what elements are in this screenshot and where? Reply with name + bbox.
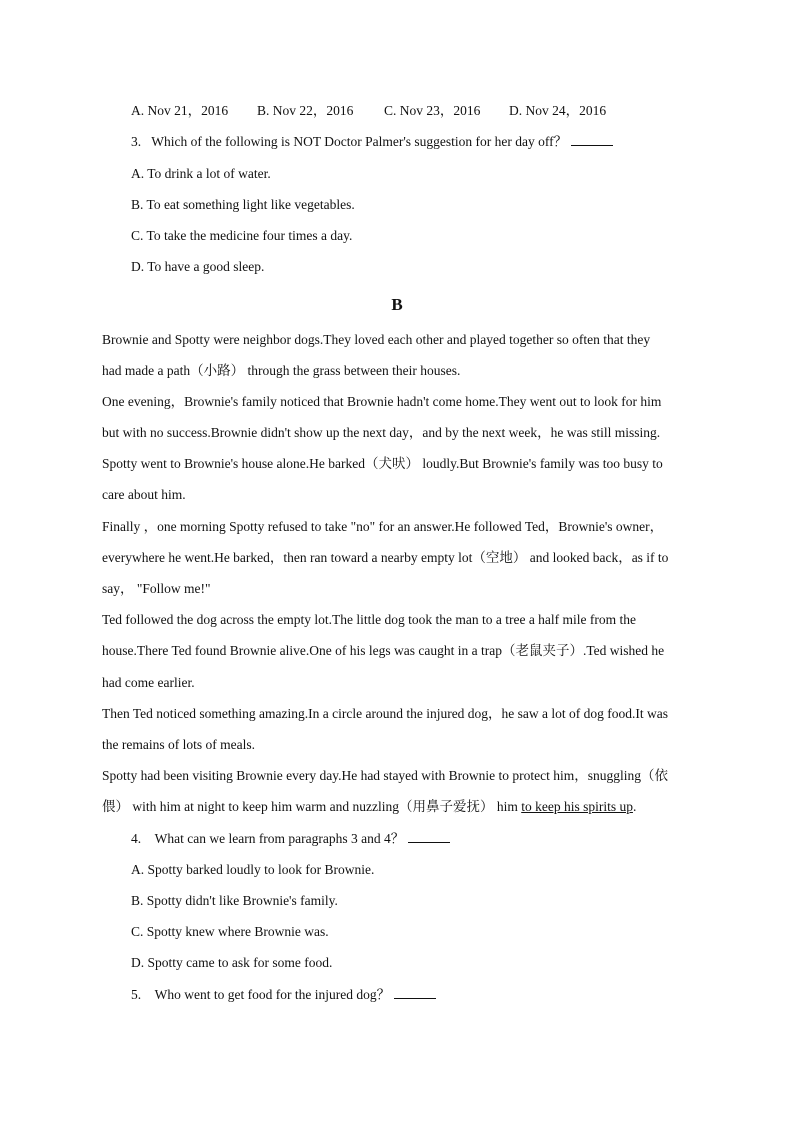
passage-line: Spotty went to Brownie's house alone.He barked（犬吠） loudly.But Brownie's family was too busy to [102,456,663,471]
passage-line: had come earlier. [102,675,195,690]
q4-stem [131,830,450,848]
q3-option-c: C. To take the medicine four times a day. [131,228,353,243]
passage-line: Spotty had been visiting Brownie every day.He had stayed with Brownie to protect him，snuggling（依 [102,768,669,783]
passage-line: Brownie and Spotty were neighbor dogs.They loved each other and played together so often that they [102,332,651,347]
q5-number: 5. [131,987,142,1002]
q3-stem-text: Which of the following is NOT Doctor Palmer's suggestion for her day off？ [151,134,568,149]
underlined-phrase: to keep his spirits up [521,799,633,814]
passage-line: had made a path（小路） through the grass between their houses. [102,363,461,378]
passage-last-pre: 偎） with him at night to keep him warm and nuzzling（用鼻子爱抚） him [102,799,522,814]
passage-line: Then Ted noticed something amazing.In a circle around the injured dog，he saw a lot of dog food.It was [102,706,669,721]
q4-stem-text: What can we learn from paragraphs 3 and 4？ [154,831,405,846]
passage-line: but with no success.Brownie didn't show up the next day，and by the next week，he was still missing. [102,425,661,440]
q2-options-row [131,102,606,120]
q2-option-d: D. Nov 24，2016 [509,103,607,118]
q4-option-a: A. Spotty barked loudly to look for Brownie. [131,862,375,877]
q5-stem-text: Who went to get food for the injured dog？ [154,987,391,1002]
q4-option-d: D. Spotty came to ask for some food. [131,955,333,970]
passage-line: care about him. [102,487,186,502]
passage-line: house.There Ted found Brownie alive.One of his legs was caught in a trap（老鼠夹子）.Ted wished he [102,643,665,658]
passage-line: Finally ，one morning Spotty refused to take "no" for an answer.He followed Ted，Brownie's owner， [102,519,664,534]
q4-option-c: C. Spotty knew where Brownie was. [131,924,329,939]
q2-option-c: C. Nov 23，2016 [384,103,481,118]
q5-stem [131,986,436,1004]
passage-line: One evening，Brownie's family noticed that Brownie hadn't come home.They went out to look for him [102,394,662,409]
q4-option-b: B. Spotty didn't like Brownie's family. [131,893,338,908]
q3-option-b: B. To eat something light like vegetables. [131,197,355,212]
passage-last-post: . [632,799,637,814]
q4-number: 4. [131,831,142,846]
answer-blank [571,133,613,146]
answer-blank [394,986,436,999]
passage-line: Ted followed the dog across the empty lot.The little dog took the man to a tree a half mile from the [102,612,637,627]
passage-last-line [102,798,636,816]
passage-line: everywhere he went.He barked，then ran toward a nearby empty lot（空地） and looked back，as if to [102,550,669,565]
q2-option-a: A. Nov 21，2016 [131,103,229,118]
section-title: B [391,295,403,314]
q3-stem [131,133,613,151]
q3-option-d: D. To have a good sleep. [131,259,265,274]
q3-number: 3. [131,134,142,149]
q2-option-b: B. Nov 22，2016 [257,103,354,118]
passage-line: the remains of lots of meals. [102,737,255,752]
answer-blank [408,830,450,843]
q3-option-a: A. To drink a lot of water. [131,166,271,181]
passage-line: say， "Follow me!" [102,581,211,596]
